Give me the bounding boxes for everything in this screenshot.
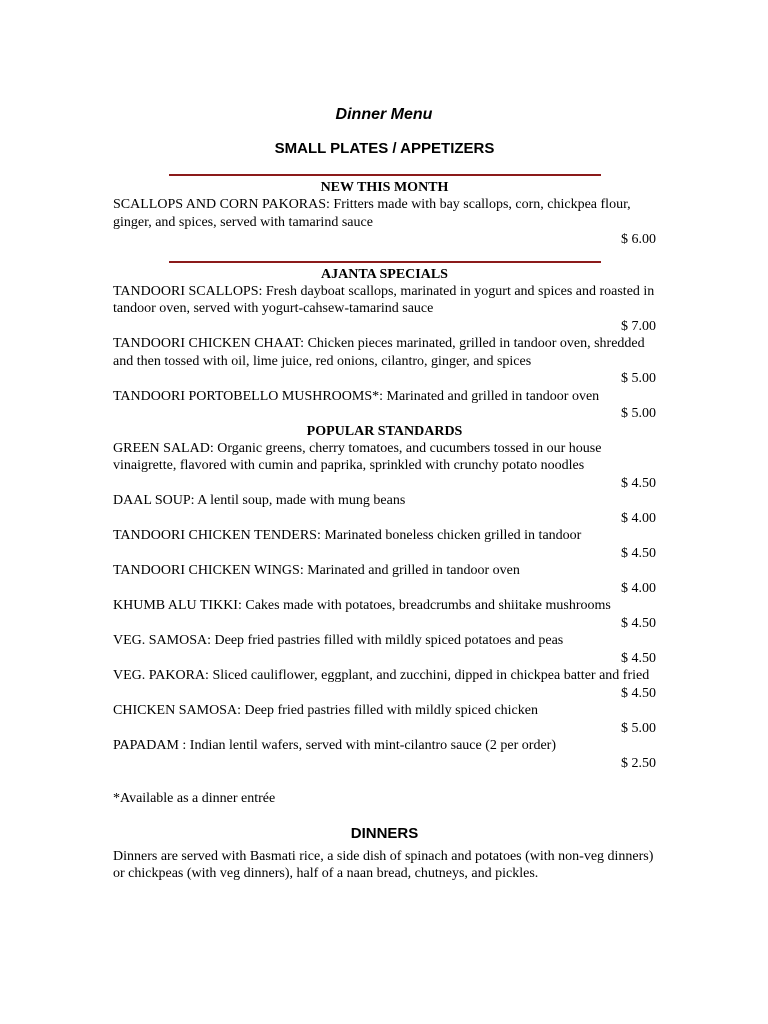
section-new-this-month: [113, 176, 656, 249]
menu-item-price: $ 4.50: [621, 685, 656, 701]
menu-item-price: $ 4.50: [621, 545, 656, 561]
menu-item-description: DAAL SOUP: A lentil soup, made with mung beans: [113, 493, 406, 508]
menu-content: [113, 104, 656, 883]
menu-item-description: TANDOORI CHICKEN CHAAT: Chicken pieces marinated, grilled in tandoor oven, shredded and then tossed with oil, lime juice, red onions, cilantro, ginger, and spices: [113, 336, 645, 369]
menu-item: [113, 388, 656, 423]
menu-item: [113, 562, 656, 597]
section-ajanta-specials: [113, 263, 656, 423]
menu-item-description: CHICKEN SAMOSA: Deep fried pastries filled with mildly spiced chicken: [113, 703, 538, 718]
page-title: Dinner Menu: [335, 106, 433, 123]
menu-item-price: $ 4.50: [621, 615, 656, 631]
menu-item-price: $ 4.50: [621, 650, 656, 666]
section-title: AJANTA SPECIALS: [321, 266, 448, 282]
menu-item-price: $ 4.00: [621, 580, 656, 596]
menu-item: [113, 527, 656, 562]
dinners-title: DINNERS: [350, 824, 419, 842]
menu-item: [113, 702, 656, 737]
menu-item-description: TANDOORI CHICKEN WINGS: Marinated and grilled in tandoor oven: [113, 563, 520, 578]
section-title: NEW THIS MONTH: [320, 180, 449, 195]
menu-item: [113, 492, 656, 527]
menu-item: [113, 196, 656, 249]
menu-item-price: $ 7.00: [621, 318, 656, 334]
menu-item-price: $ 5.00: [621, 406, 656, 421]
menu-item-price: $ 5.00: [621, 720, 656, 736]
menu-item-description: KHUMB ALU TIKKI: Cakes made with potatoes, breadcrumbs and shiitake mushrooms: [113, 598, 611, 613]
menu-item-description: GREEN SALAD: Organic greens, cherry tomatoes, and cucumbers tossed in our house vinaigrette, flavored with cumin and paprika, sprinkled with crunchy potato noodles: [113, 440, 602, 473]
menu-item: [113, 632, 656, 667]
menu-item-description: SCALLOPS AND CORN PAKORAS: Fritters made with bay scallops, corn, chickpea flour, ginger, and spices, served with tamarind sauce: [113, 197, 631, 230]
menu-item-price: $ 2.50: [621, 755, 656, 771]
dinners-description: Dinners are served with Basmati rice, a side dish of spinach and potatoes (with non-veg dinners) or chickpeas (with veg dinners), half of a naan bread, chutneys, and pickles.: [113, 848, 654, 881]
footnote: *Available as a dinner entrée: [113, 791, 276, 806]
menu-item: [113, 283, 656, 336]
menu-item: [113, 737, 656, 772]
menu-item-price: $ 6.00: [621, 232, 656, 247]
menu-item-description: VEG. SAMOSA: Deep fried pastries filled with mildly spiced potatoes and peas: [113, 633, 564, 648]
section-popular-standards: [113, 423, 656, 773]
menu-item-price: $ 4.50: [621, 475, 656, 491]
section-divider: [169, 261, 601, 263]
menu-item: [113, 667, 656, 702]
section-title: POPULAR STANDARDS: [306, 423, 463, 439]
menu-item-description: TANDOORI CHICKEN TENDERS: Marinated boneless chicken grilled in tandoor: [113, 528, 582, 543]
menu-item-description: TANDOORI PORTOBELLO MUSHROOMS*: Marinated and grilled in tandoor oven: [113, 388, 600, 404]
menu-item: [113, 440, 656, 493]
menu-item: [113, 335, 656, 388]
page-subtitle: SMALL PLATES / APPETIZERS: [274, 140, 495, 157]
menu-item: [113, 597, 656, 632]
menu-item-price: $ 4.00: [621, 510, 656, 526]
menu-item-description: PAPADAM : Indian lentil wafers, served with mint-cilantro sauce (2 per order): [113, 738, 556, 753]
menu-item-description: TANDOORI SCALLOPS: Fresh dayboat scallops, marinated in yogurt and spices and roasted in tandoor oven, served with yogurt-cahsew-tamarind sauce: [113, 283, 655, 316]
section-divider: [169, 174, 601, 176]
menu-item-description: VEG. PAKORA: Sliced cauliflower, eggplant, and zucchini, dipped in chickpea batter and fried: [113, 668, 650, 683]
menu-item-price: $ 5.00: [621, 371, 656, 386]
